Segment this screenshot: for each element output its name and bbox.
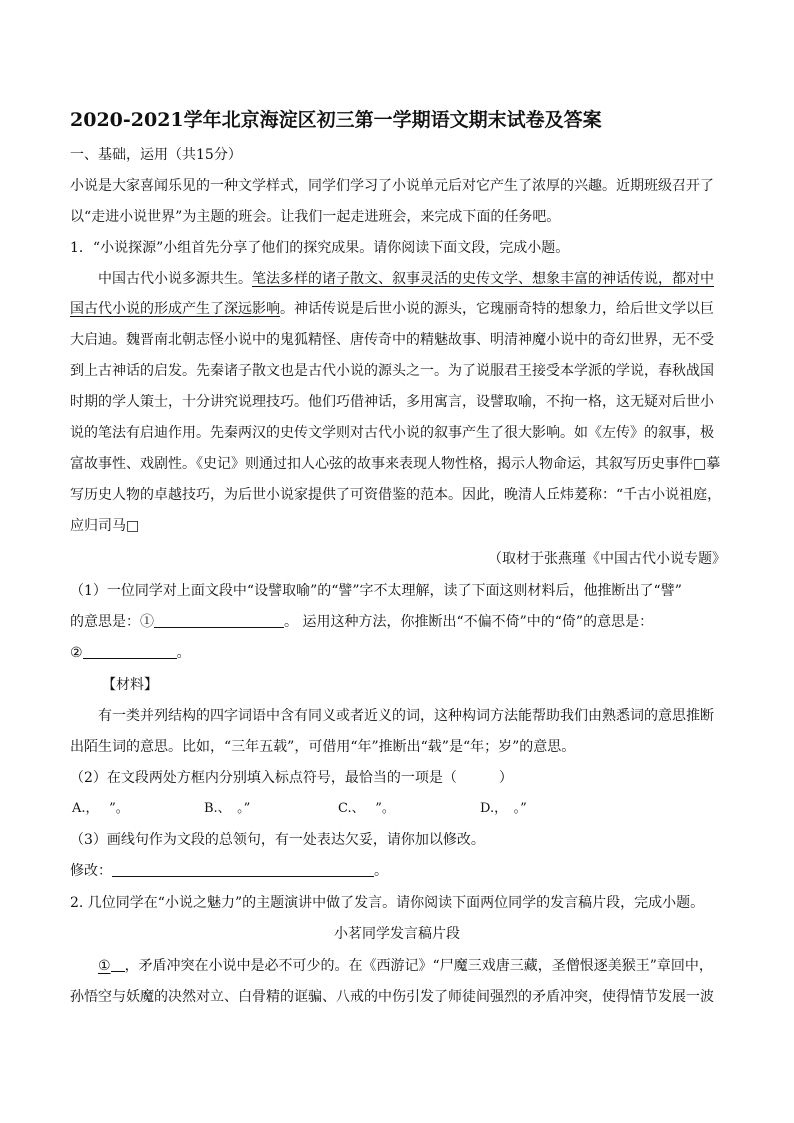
answer-2-end: 。 xyxy=(176,645,191,661)
passage-line-7: 富故事性、戏剧性。《史记》则通过扣人心弦的故事来表现人物性格，揭示人物命运，其叙写历史事件□摹 xyxy=(70,456,721,472)
material-line-1: 有一类并列结构的四字词语中含有同义或者近义的词，这种构词方法能帮助我们由熟悉词的意思推断 xyxy=(98,708,714,724)
passage-source: （取材于张燕瑾《中国古代小说专题》 xyxy=(488,551,726,567)
sub-question-1-line-2-rest: 。 运用这种方法，你推断出“不偏不倚”中的“倚”的意思是： xyxy=(284,614,654,630)
sub-question-3: （3）画线句作为文段的总领句，有一处表达欠妥，请你加以修改。 xyxy=(70,832,485,848)
fix-answer-blank[interactable] xyxy=(112,861,374,877)
speech-subtitle: 小茗同学发言稿片段 xyxy=(334,926,460,942)
answer-1-label: 的意思是：① xyxy=(70,614,154,630)
speech-blank-1-line xyxy=(111,957,125,972)
answer-blank-1[interactable] xyxy=(154,612,284,628)
passage-line-1 xyxy=(98,269,714,289)
speech-blank-1[interactable]: ① xyxy=(98,958,111,974)
option-d[interactable]: D.， 。” xyxy=(480,801,527,816)
passage-line-2 xyxy=(70,299,714,319)
answer-2-label: ② xyxy=(70,645,83,661)
underlined-sentence-part-1: 笔法多样的诸子散文、叙事灵活的史传文学、想象丰富的神话传说，都对中 xyxy=(252,271,714,287)
sub-question-2: （2）在文段两处方框内分别填入标点符号，最恰当的一项是（ ） xyxy=(70,770,513,786)
sub-question-1-line-3 xyxy=(70,643,191,663)
intro-line-2: 以“走进小说世界”为主题的班会。让我们一起走进班会，来完成下面的任务吧。 xyxy=(70,209,561,225)
underlined-sentence-part-2: 国古代小说的形成产生了深远影响 xyxy=(70,301,280,317)
speech-line-1-rest: ，矛盾冲突在小说中是必不可少的。在《西游记》“尸魔三戏唐三藏，圣僧恨逐美猴王”章回中， xyxy=(124,958,713,974)
fix-line xyxy=(70,861,388,881)
intro-line-1: 小说是大家喜闻乐见的一种文学样式，同学们学习了小说单元后对它产生了浓厚的兴趣。近期班级召开了 xyxy=(70,178,714,194)
passage-line-6: 说的笔法有启迪作用。先秦两汉的史传文学则对古代小说的叙事产生了很大影响。如《左传》的叙事，极 xyxy=(70,425,714,441)
answer-blank-2[interactable] xyxy=(83,643,177,659)
section-heading: 一、基础，运用（共15分） xyxy=(70,147,242,163)
option-c[interactable]: C.、 ”。 xyxy=(338,801,395,816)
question-2-stem: 2. 几位同学在“小说之魅力”的主题演讲中做了发言。请你阅读下面两位同学的发言稿片段，完成小题。 xyxy=(70,895,705,911)
passage-line-5: 时期的学人策士，十分讲究说理技巧。他们巧借神话，多用寓言，设譬取喻，不拘一格，这无疑对后世小 xyxy=(70,394,714,410)
passage-opening: 中国古代小说多源共生。 xyxy=(98,271,252,287)
material-line-2: 出陌生词的意思。比如，“三年五载”，可借用“年”推断出“载”是“年；岁”的意思。 xyxy=(70,739,576,755)
passage-line-4: 到上古神话的启发。先秦诸子散文也是古代小说的源头之一。为了说服君王接受本学派的学说，春秋战国 xyxy=(70,363,714,379)
material-label: 【材料】 xyxy=(102,677,158,693)
option-a[interactable]: A.， ”。 xyxy=(72,801,129,816)
sub-question-1-line-1: （1）一位同学对上面文段中“设譬取喻”的“譬”字不太理解，读了下面这则材料后，他推断出了“譬” xyxy=(70,583,682,599)
question-1-stem: 1．“小说探源”小组首先分享了他们的探究成果。请你阅读下面文段，完成小题。 xyxy=(70,240,570,256)
fix-label: 修改： xyxy=(70,863,112,879)
sub-question-1-line-2 xyxy=(70,612,653,632)
speech-line-2: 孙悟空与妖魔的决然对立、白骨精的诓骗、八戒的中伤引发了师徒间强烈的矛盾冲突，使得情节发展一波 xyxy=(70,989,714,1005)
passage-line-9: 应归司马□ xyxy=(70,518,140,534)
passage-line-8: 写历史人物的卓越技巧，为后世小说家提供了可资借鉴的范本。因此，晚清人丘炜萲称：“千古小说祖庭， xyxy=(70,487,722,503)
option-b[interactable]: B.、 。” xyxy=(204,801,251,816)
page-title: 2020-2021学年北京海淀区初三第一学期语文期末试卷及答案 xyxy=(70,109,602,131)
passage-line-3: 大启迪。魏晋南北朝志怪小说中的鬼狐精怪、唐传奇中的精魅故事、明清神魔小说中的奇幻世界，无不受 xyxy=(70,332,714,348)
speech-line-1 xyxy=(98,956,713,976)
fix-end: 。 xyxy=(374,863,388,879)
passage-line-2-rest: 。神话传说是后世小说的源头，它瑰丽奇特的想象力，给后世文学以巨 xyxy=(280,301,714,317)
